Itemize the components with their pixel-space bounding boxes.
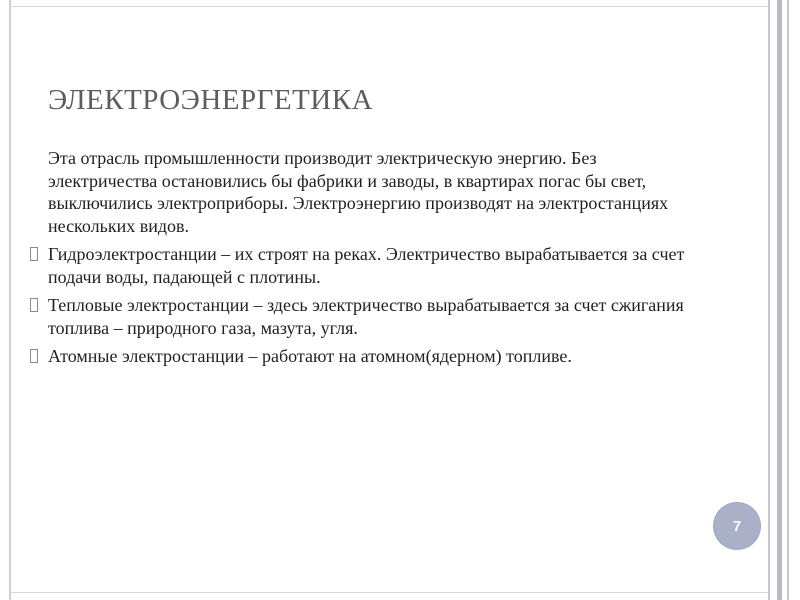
bullet-text: Тепловые электростанции – здесь электричество вырабатывается за счет сжигания топлива – природного газа, мазута, угля. <box>48 295 684 338</box>
slide-title: ЭЛЕКТРОЭНЕРГЕТИКА <box>48 84 374 116</box>
bullet-item-thermal <box>30 294 690 339</box>
intro-paragraph: Эта отрасль промышленности производит электрическую энергию. Без электричества остановились бы фабрики и заводы, в квартирах погас бы свет, выключились электроприборы. Электроэнергию производят на электростанциях нескольких видов. <box>48 148 669 236</box>
hollow-square-bullet-icon <box>30 298 38 312</box>
right-frame-line-3 <box>787 0 789 600</box>
bullet-text: Гидроэлектростанции – их строят на реках. Электричество вырабатывается за счет подачи воды, падающей с плотины. <box>48 244 685 287</box>
bullet-text: Атомные электростанции – работают на атомном(ядерном) топливе. <box>48 346 572 366</box>
bullet-item-hydro <box>30 243 690 288</box>
right-frame-band <box>768 0 800 600</box>
left-frame-line <box>9 0 11 600</box>
right-frame-line-1 <box>768 0 770 600</box>
slide-body <box>30 147 690 374</box>
hollow-square-bullet-icon <box>30 247 38 261</box>
bottom-frame-line <box>10 592 768 593</box>
top-frame-line <box>10 6 768 7</box>
bullet-item-nuclear <box>30 345 690 368</box>
page-number-badge: 7 <box>714 503 760 549</box>
hollow-square-bullet-icon <box>30 349 38 363</box>
right-frame-line-2 <box>777 0 782 600</box>
